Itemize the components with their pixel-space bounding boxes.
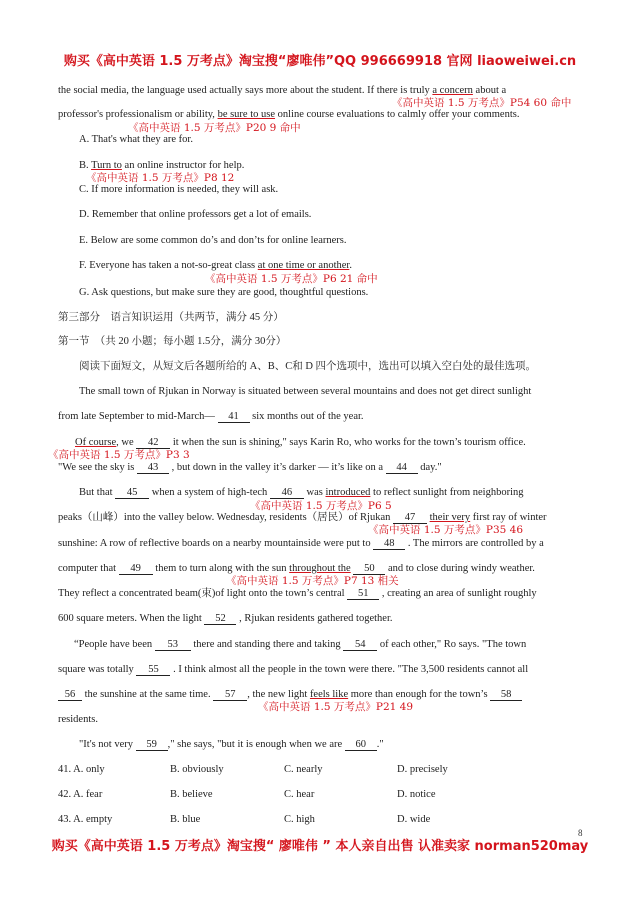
blank-50: 50 (353, 563, 385, 575)
q41-option-c: C. nearly (284, 764, 323, 775)
blank-51: 51 (347, 588, 379, 600)
annotation-5: 《高中英语 1.5 万考点》P3 3 (48, 449, 190, 461)
blank-44: 44 (386, 462, 418, 474)
p4-line1: “People have been 53 there and standing there and taking 54 of each other," Ro says. "The town (74, 639, 527, 650)
annotation-7: 《高中英语 1.5 万考点》P35 46 (368, 524, 523, 536)
blank-45: 45 (115, 487, 149, 499)
blank-48: 48 (373, 538, 405, 550)
p4-line3: 56 the sunshine at the same time. 57 , the new light feels like more than enough for the town’s 58 (58, 688, 522, 701)
blank-41: 41 (218, 411, 250, 423)
p2-line2: "We see the sky is 43 , but down in the valley it’s darker — it’s like on a 44 day." (58, 462, 442, 473)
p4-line2: square was totally 55 . I think almost all the people in the town were there. "The 3,500 residents cannot all (58, 664, 529, 675)
annotation-8: 《高中英语 1.5 万考点》P7 13 相关 (226, 575, 399, 587)
blank-46: 46 (270, 487, 304, 499)
q43-option-c: C. high (284, 814, 315, 825)
q43-option-a: 43. A. empty (58, 814, 113, 825)
option-d: D. Remember that online professors get a lot of emails. (79, 209, 312, 220)
annotation-4: 《高中英语 1.5 万考点》P6 21 命中 (205, 273, 378, 285)
blank-59: 59 (136, 739, 168, 751)
q41-option-a: 41. A. only (58, 764, 105, 775)
q42-option-c: C. hear (284, 789, 315, 800)
blank-55: 55 (136, 664, 170, 676)
q41-option-b: B. obviously (170, 764, 224, 775)
q42-option-a: 42. A. fear (58, 789, 103, 800)
annotation-2: 《高中英语 1.5 万考点》P20 9 命中 (128, 122, 301, 134)
blank-47: 47 (393, 512, 427, 524)
blank-42: 42 (136, 437, 170, 449)
blank-52: 52 (204, 613, 236, 625)
annotation-1: 《高中英语 1.5 万考点》P54 60 命中 (392, 97, 572, 109)
header-banner: 购买《高中英语 1.5 万考点》淘宝搜“廖唯伟”QQ 996669918 官网 liaoweiwei.cn (63, 54, 577, 69)
section3-part1-heading: 第一节 （共 20 小题；每小题 1.5分，满分 30分） (58, 336, 287, 347)
passage1-line2: professor's professionalism or ability, be sure to use online course evaluations to calmly offer your comments. (58, 109, 520, 120)
p2-line1: Of course, we 42 it when the sun is shining," says Karin Ro, who works for the town’s tourism office. (75, 437, 526, 448)
blank-49: 49 (119, 563, 153, 575)
p3-line5: They reflect a concentrated beam(束)of light onto the town’s central 51 , creating an area of sunlight roughly (58, 588, 537, 599)
p3-line4: computer that 49 them to turn along with the sun throughout the 50 and to close during windy weather. (58, 563, 535, 574)
option-e: E. Below are some common do’s and don’ts for online learners. (79, 235, 347, 246)
page-number: 8 (578, 828, 583, 838)
q43-option-b: B. blue (170, 814, 201, 825)
blank-54: 54 (343, 639, 377, 651)
q41-option-d: D. precisely (397, 764, 448, 775)
annotation-6: 《高中英语 1.5 万考点》P6 5 (250, 500, 392, 512)
p1-line1: The small town of Rjukan in Norway is situated between several mountains and does not get direct sunlight (79, 386, 532, 397)
p1-line2: from late September to mid-March— 41 six months out of the year. (58, 411, 364, 422)
instruction-text: 阅读下面短文，从短文后各题所给的 A、B、C和 D 四个选项中，选出可以填入空白处的最佳选项。 (79, 361, 537, 372)
section3-heading: 第三部分 语言知识运用（共两节，满分 45 分） (58, 312, 284, 323)
p3-line2: peaks（山峰）into the valley below. Wednesday, residents（居民）of Rjukan 47 their very first ray of winter (58, 512, 547, 523)
blank-57: 57 (213, 689, 247, 701)
option-b: B. Turn to an online instructor for help. (79, 160, 245, 171)
annotation-3: 《高中英语 1.5 万考点》P8 12 (86, 172, 235, 184)
footer-banner: 购买《高中英语 1.5 万考点》淘宝搜“ 廖唯伟 ” 本人亲自出售 认准卖家 norman520may (51, 839, 589, 854)
p5-line1: "It's not very 59 ," she says, "but it is enough when we are 60 ." (79, 739, 384, 750)
blank-58: 58 (490, 689, 522, 701)
option-c: C. If more information is needed, they will ask. (79, 184, 279, 195)
option-f: F. Everyone has taken a not-so-great class at one time or another. (79, 260, 352, 271)
blank-60: 60 (345, 739, 377, 751)
blank-53: 53 (155, 639, 191, 651)
blank-56: 56 (58, 689, 82, 701)
annotation-9: 《高中英语 1.5 万考点》P21 49 (258, 701, 413, 713)
p3-line1: But that 45 when a system of high-tech 46 was introduced to reflect sunlight from neighboring (79, 487, 524, 498)
passage1-line1: the social media, the language used actually says more about the student. If there is truly a concern about a (58, 85, 507, 96)
q42-option-b: B. believe (170, 789, 213, 800)
option-g: G. Ask questions, but make sure they are good, thoughtful questions. (79, 287, 369, 298)
q42-option-d: D. notice (397, 789, 436, 800)
q43-option-d: D. wide (397, 814, 431, 825)
p4-line4: residents. (58, 714, 98, 725)
p3-line3: sunshine: A row of reflective boards on a nearby mountainside were put to 48 . The mirrors are controlled by a (58, 538, 544, 549)
option-a: A. That's what they are for. (79, 134, 193, 145)
p3-line6: 600 square meters. When the light 52 , Rjukan residents gathered together. (58, 613, 393, 624)
blank-43: 43 (137, 462, 169, 474)
